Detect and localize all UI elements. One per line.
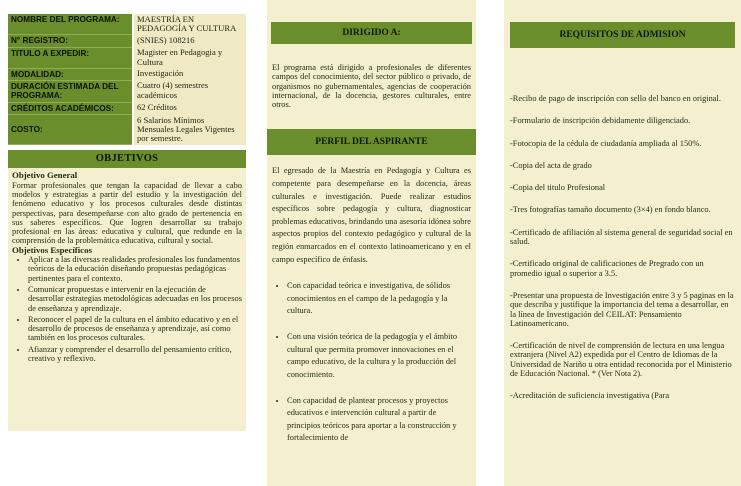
table-row [8,102,246,114]
list-item: -Tres fotografías tamaño documento (3×4) en fondo blanco. [510,205,711,215]
list-item: • Con capacidad de plantear procesos y proyectos educativos e intervención cultural a partir de principios teóricos para aportar a la construcción y fortalecimiento de [287,395,470,445]
objetivos-especificos-list [12,255,242,363]
list-item: -Copia del titulo Profesional [510,183,606,193]
objetivos-section [8,168,246,431]
objetivo-general-text: Formar profesionales que tengan la capacidad de llevar a cabo modelos y estrategias a partir del estudio y la investigación del fenómeno educativo y los procesos culturales desde distintas perspectivas, para desempeñarse con alto grado de pertenencia en sus saberes específicos. Que logren desarrollar su trabajo profesional en las áreas: educativa y cultural, que redunde en la comprensión de la problemática educativa, cultural y social. [12,180,242,246]
value-costo: 6 Salarios Mínimos Mensuales Legales Vigentes por semestre. [133,115,246,145]
label-titulo: TITULO A EXPEDIR: [8,47,133,68]
requisitos-column [504,0,741,486]
table-row [8,47,246,68]
dirigido-text: El programa está dirigido a profesionales de diferentes campos del conocimiento, del sector público o privado, de organismos no gubernamentales, agencias de cooperación internacional, de la docencia, gestores culturales, entre otros. [272,63,471,110]
value-modalidad: Investigación [133,68,246,80]
label-duracion: DURACIÓN ESTIMADA DEL PROGRAMA: [8,80,133,102]
label-registro: N° REGISTRO: [8,35,133,47]
value-titulo: Magister en Pedagogia y Cultura [133,47,246,68]
list-item: -Recibo de pago de inscripción con sello del banco en original. [510,94,721,103]
list-item: • Con capacidad teórica e investigativa, de sólidos conocimientos en el campo de la pedagogía y la cultura. [287,280,470,317]
list-item: -Certificado original de calificaciones de Pregrado con un promedio igual o superior a 3.5. [510,259,704,278]
value-duracion: Cuatro (4) semestres académicos [133,80,246,102]
value-creditos: 62 Créditos [133,102,246,114]
table-row [8,35,246,47]
dirigido-perfil-column [267,0,476,486]
label-creditos: CRÉDITOS ACADÉMICOS: [8,102,133,114]
label-modalidad: MODALIDAD: [8,68,133,80]
perfil-list [267,280,476,444]
requisitos-list [504,48,741,401]
value-nombre: MAESTRÍA EN PEDAGOGÍA Y CULTURA [133,14,246,35]
objetivos-especificos-heading: Objetivos Específicos [12,244,92,255]
table-row [8,115,246,145]
objetivos-heading: OBJETIVOS [8,150,246,168]
table-row [8,68,246,80]
value-registro: (SNIES) 108216 [133,35,246,47]
perfil-heading: PERFIL DEL ASPIRANTE [267,129,476,155]
list-item: -Formulario de inscripción debidamente diligenciado. [510,116,691,126]
list-item: -Fotocopia de la cédula de ciudadanía ampliada al 150%. [510,138,702,148]
list-item: • Afianzar y comprender el desarrollo del pensamiento crítico, creativo y reflexivo. [28,345,242,364]
list-item: • Comunicar propuestas e intervenir en la ejecución de desarrollar estrategias metodológicas adecuadas en los procesos de enseñanza y aprendizaje. [28,285,242,313]
label-costo: COSTO: [8,115,133,145]
list-item: -Copia del acta de grado [510,160,592,170]
list-item: • Con una visión teórica de la pedagogía y el ámbito cultural que permita promover innovaciones en el campo educativo, de la cultura y la producción del conocimiento. [287,331,470,381]
table-row [8,80,246,102]
perfil-text: El egresado de la Maestría en Pedagogía y Cultura es competente para desempeñarse en la docencia, áreas culturales e investigación. Puede realizar estudios específicos sobre pedagogía y cultura, diagnosticar problemas educativos, brindando una asesoría idónea sobre aspectos propios del contexto pedagógico y cultural de la región enmarcados en el contexto latinoamericano y en el campo específico de énfasis. [272,166,471,264]
list-item: -Certificación de nivel de comprensión de lectura en una lengua extranjera (Nivel A2) expedida por el Centro de Idiomas de la Universidad de Nariño u otra entidad reconocida por el Ministerio de Educación Nacional. * (Ver Nota 2). [510,341,732,379]
table-row [8,14,246,35]
label-nombre: NOMBRE DEL PROGRAMA: [8,14,133,35]
list-item: • Reconocer el papel de la cultura en el ámbito educativo y en el desarrollo de procesos de enseñanza y aprendizaje, así como también en los procesos culturales. [28,315,242,343]
requisitos-heading: REQUISITOS DE ADMISION [510,22,735,48]
objetivo-general-heading: Objetivo General [12,170,78,181]
list-item: -Presentar una propuesta de Investigación entre 3 y 5 paginas en la que describa y justifique la importancia del tema a desarrollar, en la línea de Investigación del CEILAT: Pensamiento Latinoamericano. [510,290,734,328]
program-info-column [8,0,246,486]
list-item: -Acreditación de suficiencia investigativa (Para [510,391,670,401]
list-item: • Aplicar a las diversas realidades profesionales los fundamentos teóricos de la educación diseñando propuestas pedagógicas pertinentes para el contexto. [28,255,242,283]
dirigido-heading: DIRIGIDO A: [271,22,472,44]
program-info-table [8,14,246,145]
list-item: -Certificado de afiliación al sistema general de seguridad social en salud. [510,227,733,247]
